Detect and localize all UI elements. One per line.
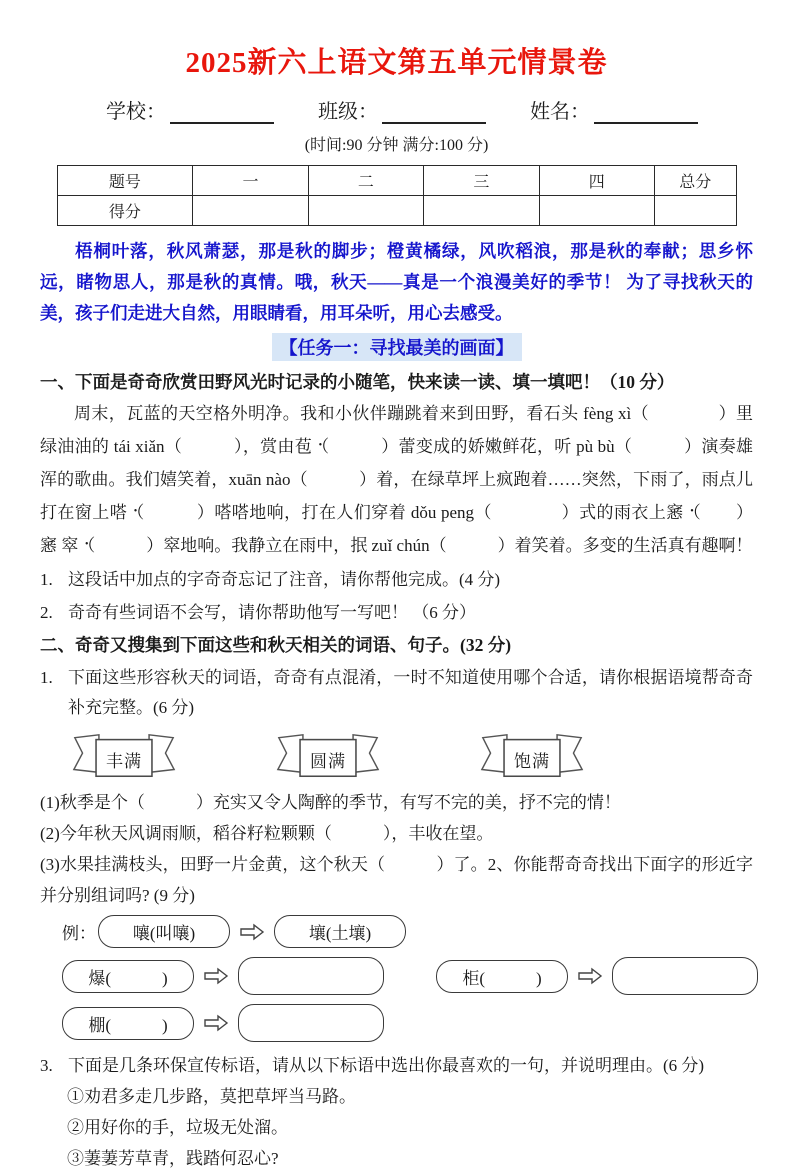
word-banner-label: 圆满 xyxy=(310,751,346,771)
source-character-box: 柜( ) xyxy=(436,960,568,993)
arrow-right-icon xyxy=(203,967,229,985)
score-input-cell xyxy=(539,196,654,226)
score-table xyxy=(57,165,737,226)
slogan-3: ③萋萋芳草青，践踏何忍心? xyxy=(67,1149,279,1168)
word-banner-fengman xyxy=(68,729,180,783)
section2-question-3 xyxy=(40,1051,753,1081)
score-table-cell: 一 xyxy=(193,166,308,196)
dotted-character: 苞 • xyxy=(295,437,312,456)
fill-item-2: (2)今年秋天风调雨顺，稻谷籽粒颗颗（ ），丰收在望。 xyxy=(40,824,494,843)
school-label: 学校： xyxy=(106,101,166,123)
name-blank xyxy=(594,102,698,124)
question-text: 下面是几条环保宣传标语，请从以下标语中选出你最喜欢的一句，并说明理由。(6 分) xyxy=(68,1056,705,1075)
passage-text: 周末，瓦蓝的天空格外明净。我和小伙伴蹦跳着来到田野，看石头 fèng xì（ ）里绿油油的 tái xiǎn（ ），赏由 xyxy=(40,404,753,456)
word-banner-label: 饱满 xyxy=(514,751,550,771)
question-text: 奇奇有些词语不会写，请你帮助他写一写吧！ （6 分） xyxy=(68,603,476,622)
time-score-meta: (时间:90 分钟 满分:100 分) xyxy=(304,137,489,154)
example-target-box: 壤(土壤) xyxy=(274,915,406,948)
passage-text: （ ）窣地响。我静立在雨中，抿 zuǐ chún（ ）着笑着。多变的生活真有趣啊！ xyxy=(78,536,753,555)
arrow-right-icon xyxy=(239,923,265,941)
question-number: 2. xyxy=(40,603,53,622)
task1-banner: 【任务一：寻找最美的画面】 xyxy=(272,333,522,361)
section2-heading: 二、奇奇又搜集到下面这些和秋天相关的词语、句子。(32 分) xyxy=(40,635,512,655)
arrow-right-icon xyxy=(203,1014,229,1032)
section2-question-1 xyxy=(40,663,753,723)
passage-text: （ ）嗒嗒地响，打在人们穿着 dǒu peng（ ）式的雨衣上 xyxy=(127,503,667,522)
school-field xyxy=(106,95,274,124)
score-input-cell xyxy=(654,196,736,226)
fill-item-1: (1)秋季是个（ ）充实又令人陶醉的季节，有写不完的美，抒不完的情！ xyxy=(40,793,621,812)
name-label: 姓名： xyxy=(530,101,590,123)
score-table-header-row xyxy=(57,166,736,196)
score-table-cell: 四 xyxy=(539,166,654,196)
fill-item-3-and-q2: (3)水果挂满枝头，田野一片金黄，这个秋天（ ）了。2、你能帮奇奇找出下面字的形近字并分别组词吗? (9 分) xyxy=(40,855,753,905)
task1-banner-wrap xyxy=(40,333,753,361)
arrow-right-icon xyxy=(577,967,603,985)
slogan-1: ①劝君多走几步路，莫把草坪当马路。 xyxy=(67,1087,356,1106)
score-input-cell xyxy=(308,196,423,226)
name-field xyxy=(530,95,698,124)
school-blank xyxy=(170,102,274,124)
class-blank xyxy=(382,102,486,124)
answer-row-1 xyxy=(62,957,753,995)
word-banner-label: 丰满 xyxy=(106,751,142,771)
example-row xyxy=(62,915,753,948)
slogan-2: ②用好你的手，垃圾无处溜。 xyxy=(67,1118,288,1137)
score-table-cell: 总分 xyxy=(654,166,736,196)
passage-text: （ ）窸 xyxy=(40,503,754,555)
section1-heading: 一、下面是奇奇欣赏田野风光时记录的小随笔，快来读一读、填一填吧！（10 分） xyxy=(40,372,675,392)
answer-box xyxy=(238,1004,384,1042)
score-table-cell: 三 xyxy=(424,166,539,196)
class-label: 班级： xyxy=(318,101,378,123)
intro-paragraph: 梧桐叶落，秋风萧瑟，那是秋的脚步；橙黄橘绿，风吹稻浪，那是秋的奉献；思乡怀远，睹物思人，那是秋的真情。哦，秋天——真是一个浪漫美好的季节！ 为了寻找秋天的美，孩子们走进大自然，用眼睛看，用耳朵听，用心去感受。 xyxy=(40,241,753,323)
score-input-cell xyxy=(424,196,539,226)
dotted-character: 窸 • xyxy=(666,503,683,522)
word-banner-yuanman xyxy=(272,729,384,783)
word-banners-row xyxy=(40,729,753,783)
section1-question-2 xyxy=(40,598,753,628)
answer-row-2 xyxy=(62,1004,753,1042)
source-character-box: 爆( ) xyxy=(62,960,194,993)
score-table-score-row xyxy=(57,196,736,226)
dotted-character: 窣 • xyxy=(61,536,78,555)
dotted-character: 嗒 • xyxy=(110,503,127,522)
question-number: 1. xyxy=(40,668,53,687)
score-table-cell: 二 xyxy=(308,166,423,196)
question-number: 1. xyxy=(40,570,53,589)
answer-group-peng xyxy=(62,1004,384,1042)
answer-box xyxy=(238,957,384,995)
answer-group-bao xyxy=(62,957,384,995)
passage-text: （ ）蕾变成的娇嫩鲜花，听 pù bù（ ）演奏雄浑的歌曲。我们嬉笑着，xuān nào（ ）着，在绿草坪上疯跑着……突然，下雨了，雨点儿打在窗上 xyxy=(40,437,754,522)
similar-character-boxes xyxy=(62,915,753,1042)
class-field xyxy=(318,95,486,124)
question-number: 3. xyxy=(40,1056,53,1075)
example-source-box: 嚷(叫嚷) xyxy=(98,915,230,948)
section1-passage xyxy=(40,397,753,562)
student-info-line xyxy=(40,95,753,124)
score-input-cell xyxy=(193,196,308,226)
score-table-cell: 得分 xyxy=(57,196,193,226)
source-character-box: 棚( ) xyxy=(62,1007,194,1040)
question-text: 下面这些形容秋天的词语，奇奇有点混淆，一时不知道使用哪个合适，请你根据语境帮奇奇补充完整。(6 分) xyxy=(68,668,753,717)
question-text: 这段话中加点的字奇奇忘记了注音，请你帮他完成。(4 分) xyxy=(68,570,501,589)
score-table-cell: 题号 xyxy=(57,166,193,196)
answer-group-gui xyxy=(436,957,758,995)
paper-title: 2025新六上语文第五单元情景卷 xyxy=(185,47,608,79)
answer-box xyxy=(612,957,758,995)
word-banner-baoman xyxy=(476,729,588,783)
section1-question-1 xyxy=(40,565,753,595)
example-label: 例： xyxy=(62,924,96,943)
